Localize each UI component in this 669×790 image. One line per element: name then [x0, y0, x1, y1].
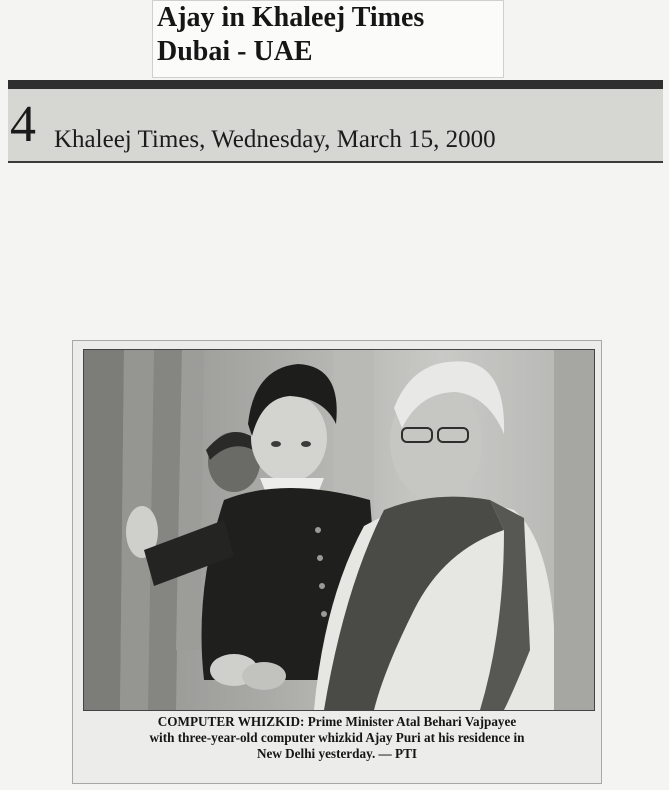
clipping-label-line-2: Dubai - UAE	[157, 36, 313, 67]
dateline: Khaleej Times, Wednesday, March 15, 2000	[54, 126, 496, 153]
news-clipping	[72, 340, 602, 784]
caption-line-1: COMPUTER WHIZKID: Prime Minister Atal Behari Vajpayee	[157, 714, 517, 729]
photo-caption	[79, 714, 595, 762]
clipping-label	[152, 0, 504, 78]
caption-line-2: with three-year-old computer whizkid Ajay Puri at his residence in	[149, 730, 525, 745]
page-number: 4	[10, 96, 36, 153]
caption-line-3: New Delhi yesterday. — PTI	[256, 746, 418, 761]
newspaper-masthead	[8, 89, 663, 163]
news-photo	[83, 349, 595, 711]
photo-illustration	[84, 350, 594, 710]
clipping-label-line-1: Ajay in Khaleej Times	[157, 2, 425, 33]
masthead-rule	[8, 80, 663, 89]
